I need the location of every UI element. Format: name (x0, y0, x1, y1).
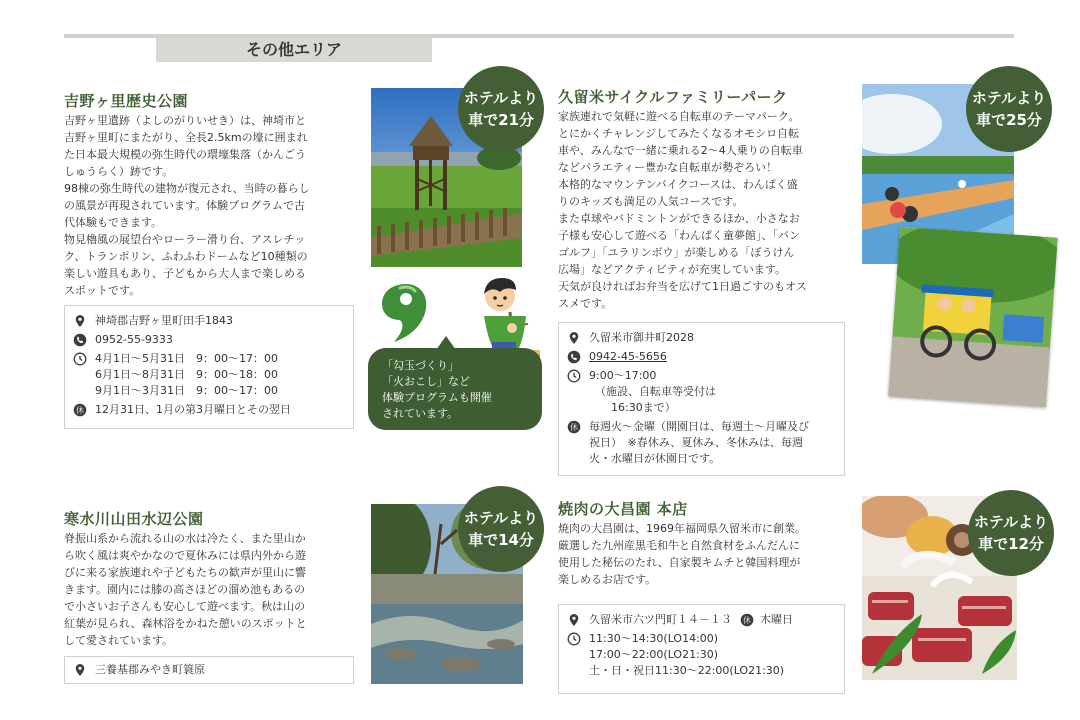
daishoen-travel-time-badge: ホテルより 車で12分 (968, 490, 1054, 576)
kurume-cycle-title: 久留米サイクルファミリーパーク (558, 88, 788, 106)
kurume-cycle-info-box (558, 322, 845, 476)
kurume-cycle-address: 久留米市御井町2028 (589, 331, 694, 344)
closed-day-icon (740, 613, 754, 627)
kurume-cycle-description: 家族連れで気軽に遊べる自転車のテーマパーク。 とにかくチャレンジしてみたくなるオモシロ自転 車や、みんなで一緒に乗れる2～4人乗りの自転車 などバラエティー豊かな自転車が勢ぞろい！ 本格的なマウンテンバイクコースは、わんぱく盛 りのキッズも満足の人気コースです。 また卓球やバドミントンができるほか、小さなお 子様も安心して遊べる「わんぱく童夢館」、「バン ゴルフ」「ユラリンボウ」が楽しめる「ぼうけん 広場」などアクティビティが充実しています。 天気が良ければお弁当を広げて1日過ごすのもオス スメです。 (558, 110, 807, 310)
yoshinogari-closed: 12月31日、1月の第3月曜日とその翌日 (95, 403, 291, 416)
daishoen-title: 焼肉の大昌園 本店 (558, 500, 688, 518)
yoshinogari-hours: 4月1日～5月31日 9：00～17：00 6月1日～8月31日 9：00～18：00 9月1日～3月31日 9：00～17：00 (95, 352, 278, 397)
yoshinogari-title: 吉野ヶ里歴史公園 (64, 92, 189, 110)
kansuigawa-travel-time-badge: ホテルより 車で14分 (458, 486, 544, 572)
kansuigawa-info-box (64, 656, 354, 684)
daishoen-info-box (558, 604, 845, 694)
bubble-pointer (436, 336, 456, 350)
phone-icon (73, 333, 87, 347)
kansuigawa-description: 脊振山系から流れる山の水は冷たく、また里山か ら吹く風は爽やかなので夏休みには県内外から遊 びに来る家族連れや子どもたちの歓声が里山に響 きます。園内には膝の高さほどの溜め池もあるの で小さいお子さんも安心して遊べます。秋は山の 紅葉が見られ、森林浴をかねた憩いのスポットと して愛されています。 (64, 532, 307, 647)
cycle-park-photo-2 (888, 227, 1057, 408)
kansuigawa-address: 三養基郡みやき町簑原 (95, 663, 205, 676)
location-pin-icon (567, 613, 581, 627)
daishoen-hours: 11:30～14:30(LO14:00) 17:00～22:00(LO21:30) 土・日・祝日11:30～22:00(LO21:30) (589, 632, 785, 677)
yoshinogari-travel-time-badge: ホテルより 車で21分 (458, 66, 544, 152)
kansuigawa-title: 寒水川山田水辺公園 (64, 510, 204, 528)
magatama-illustration (376, 280, 436, 346)
kurume-cycle-hours: 9:00～17:00 （施設、自転車等受付は 16:30まで） (589, 369, 716, 414)
phone-icon (567, 350, 581, 364)
section-title: その他エリア (156, 38, 432, 62)
yoshinogari-description: 吉野ヶ里遺跡（よしのがりいせき）は、神埼市と 吉野ヶ里町にまたがり、全長2.5kmの壕に囲まれ た日本最大規模の弥生時代の環壕集落（かんごう しゅうらく）跡です。 98棟の弥生時代の建物が復元され、当時の暮らし の風景が再現されています。体験プログラムで古 代体験もできます。 物見櫓風の展望台やローラー滑り台、アスレチッ ク、トランポリン、ふわふわドームなど10種類の 楽しい遊具もあり、子どもから大人まで楽しめる スポットです。 (64, 114, 310, 297)
svg-text:休: 休 (570, 423, 578, 432)
location-pin-icon (73, 314, 87, 328)
svg-text:休: 休 (76, 406, 84, 415)
daishoen-address: 久留米市六ツ門町１４－１３ (589, 613, 732, 626)
clock-icon (567, 369, 581, 383)
kurume-cycle-closed: 毎週火～金曜（開園日は、毎週土～月曜及び 祝日） ※春休み、夏休み、冬休みは、毎週 火・水曜日が休園日です。 (589, 420, 809, 465)
location-pin-icon (567, 331, 581, 345)
closed-day-icon (567, 420, 581, 434)
kurume-cycle-phone-link[interactable]: 0942-45-5656 (589, 350, 667, 363)
daishoen-description: 焼肉の大昌園は、1969年福岡県久留米市に創業。 厳選した九州産黒毛和牛と自然食材をふんだんに 使用した秘伝のたれ、自家製キムチと韓国料理が 楽しめるお店です。 (558, 522, 806, 586)
kurume-cycle-travel-time-badge: ホテルより 車で25分 (966, 66, 1052, 152)
closed-day-icon (73, 403, 87, 417)
experience-program-bubble: 「勾玉づくり」 「火おこし」など 体験プログラムも開催 されています。 (368, 348, 542, 430)
yoshinogari-address: 神埼郡吉野ヶ里町田手1843 (95, 314, 233, 327)
location-pin-icon (73, 663, 87, 677)
yoshinogari-phone[interactable]: 0952-55-9333 (95, 333, 173, 346)
daishoen-closed: 木曜日 (760, 613, 793, 626)
svg-text:休: 休 (743, 616, 751, 625)
clock-icon (567, 632, 581, 646)
yoshinogari-info-box (64, 305, 354, 429)
clock-icon (73, 352, 87, 366)
